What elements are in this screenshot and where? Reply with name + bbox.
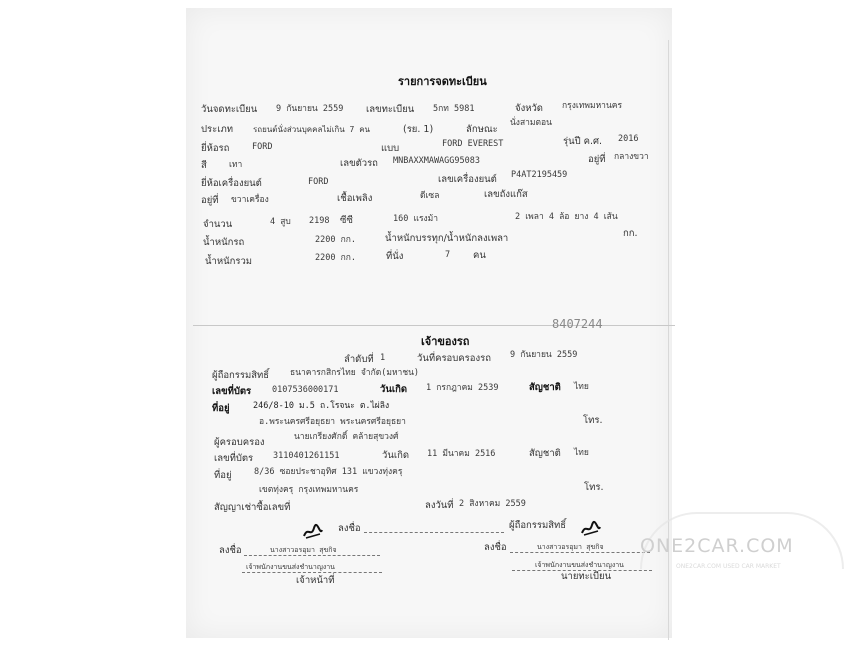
engine-pos-label: อยู่ที่ — [201, 195, 219, 206]
weight: 2200 กก. — [315, 235, 356, 245]
possessor-phone-label: โทร. — [584, 482, 604, 493]
watermark-logo: ONE2CAR.COM — [640, 535, 794, 557]
contract-label: สัญญาเช่าซื้อเลขที่ — [214, 502, 291, 513]
fuel-label: เชื้อเพลิง — [337, 193, 373, 204]
owner-phone-label: โทร. — [583, 415, 603, 426]
signature-line-right — [510, 552, 650, 553]
signature-right-mark — [580, 519, 602, 537]
model-year-label: รุ่นปี ค.ศ. — [563, 136, 603, 147]
brand-label: ยี่ห้อรถ — [201, 143, 230, 154]
possessor-addr-label: ที่อยู่ — [214, 470, 232, 481]
owner-addr-line2: อ.พระนครศรีอยุธยา พระนครศรีอยุธยา — [259, 417, 406, 427]
province: กรุงเทพมหานคร — [562, 101, 623, 111]
owner-title: เจ้าของรถ — [421, 335, 470, 348]
left-signer-role: เจ้าหน้าที่ — [296, 575, 335, 586]
seats-unit: คน — [473, 250, 486, 261]
style: นั่งสามตอน — [510, 118, 552, 128]
watermark-subtitle: ONE2CAR.COM USED CAR MARKET — [676, 563, 781, 570]
owner-id-label: เลขที่บัตร — [212, 386, 252, 397]
engine-no-label: เลขเครื่องยนต์ — [438, 174, 497, 185]
gross-label: น้ำหนักรวม — [205, 256, 253, 267]
owner-addr-line1: 246/8-10 ม.5 ถ.โรจนะ ต.ไผ่ลิง — [253, 401, 390, 411]
owner-signature-label: ผู้ถือกรรมสิทธิ์ — [509, 520, 567, 531]
possessor-nation: ไทย — [574, 448, 589, 458]
possessor-addr-line2: เขตทุ่งครุ กรุงเทพมหานคร — [259, 485, 359, 495]
engine-no: P4AT2195459 — [511, 170, 568, 180]
seq: 1 — [380, 353, 386, 363]
type-code: (รย. 1) — [403, 124, 434, 135]
seats: 7 — [445, 250, 451, 260]
stamp-number: 8407244 — [552, 317, 603, 331]
right-signer-sub: เจ้าพนักงานขนส่งชำนาญงาน — [535, 561, 624, 569]
color: เทา — [229, 160, 243, 170]
signature-line-top — [364, 532, 504, 533]
type-label: ประเภท — [201, 124, 234, 135]
possessor-id-label: เลขที่บัตร — [214, 453, 254, 464]
chassis-pos: กลางขวา — [614, 152, 649, 162]
possessor-addr-line1: 8/36 ซอยประชาอุทิศ 131 แขวงทุ่งครุ — [254, 467, 403, 477]
owner-id: 0107536000171 — [272, 385, 339, 395]
owner-name: ธนาคารกสิกรไทย จำกัด(มหาชน) — [290, 368, 420, 378]
signature-left-mark — [302, 522, 324, 540]
model-year: 2016 — [618, 134, 639, 144]
reg-date: 9 กันยายน 2559 — [276, 104, 344, 114]
contract-date: 2 สิงหาคม 2559 — [459, 499, 526, 509]
signature-line-left-2 — [242, 572, 382, 573]
axles: 2 เพลา 4 ล้อ ยาง 4 เส้น — [515, 212, 618, 222]
possessor-label: ผู้ครอบครอง — [214, 437, 265, 448]
owner-nation: ไทย — [574, 382, 589, 392]
possessor-id: 3110401261151 — [273, 451, 340, 461]
load-label: น้ำหนักบรรทุก/น้ำหนักลงเพลา — [385, 233, 509, 244]
cylinders: 4 สูบ — [270, 217, 291, 227]
contract-date-label: ลงวันที่ — [425, 500, 454, 511]
signature-line-left — [244, 555, 380, 556]
sign-label-right: ลงชื่อ — [484, 542, 507, 553]
model-label: แบบ — [381, 143, 400, 154]
engine-brand: FORD — [308, 177, 329, 187]
possessor-name: นายเกรียงศักดิ์ คล้ายสุขวงศ์ — [294, 432, 399, 442]
owner-label: ผู้ถือกรรมสิทธิ์ — [212, 370, 270, 381]
right-signer-name: นางสาวอรอุมา สุขกิจ — [537, 543, 604, 551]
reg-date-label: วันจดทะเบียน — [201, 104, 258, 115]
horsepower: 160 แรงม้า — [393, 214, 439, 224]
plate: 5กท 5981 — [433, 104, 475, 114]
possessor-birth: 11 มีนาคม 2516 — [427, 449, 496, 459]
count-label: จำนวน — [203, 219, 233, 230]
sign-label-left: ลงชื่อ — [219, 545, 242, 556]
right-signer-role: นายทะเบียน — [561, 571, 612, 582]
owner-addr-label: ที่อยู่ — [212, 403, 230, 414]
chassis-label: เลขตัวรถ — [340, 158, 378, 169]
owner-nation-label: สัญชาติ — [529, 382, 561, 393]
chassis-pos-label: อยู่ที่ — [588, 154, 606, 165]
cc-unit: ซีซี — [340, 215, 353, 226]
weight-label: น้ำหนักรถ — [203, 237, 245, 248]
engine-brand-label: ยี่ห้อเครื่องยนต์ — [201, 178, 262, 189]
seats-label: ที่นั่ง — [386, 251, 404, 262]
load-unit: กก. — [623, 228, 638, 239]
plate-label: เลขทะเบียน — [366, 104, 415, 115]
gross: 2200 กก. — [315, 253, 356, 263]
sign-label-top: ลงชื่อ — [338, 523, 361, 534]
type: รถยนต์นั่งส่วนบุคคลไม่เกิน 7 คน — [253, 125, 371, 134]
gas-tank-label: เลขถังแก๊ส — [484, 189, 528, 200]
cc: 2198 — [309, 216, 330, 226]
color-label: สี — [201, 160, 207, 171]
possessor-nation-label: สัญชาติ — [529, 448, 561, 459]
left-signer-name: นางสาวอรอุมา สุขกิจ — [270, 546, 337, 554]
owner-birth-label: วันเกิด — [380, 384, 407, 395]
chassis: MNBAXXMAWAGG95083 — [393, 156, 480, 166]
seq-label: ลำดับที่ — [344, 354, 374, 365]
fuel: ดีเซล — [420, 191, 440, 201]
model: FORD EVEREST — [442, 139, 504, 149]
province-label: จังหวัด — [515, 103, 543, 114]
left-signer-sub: เจ้าพนักงานขนส่งชำนาญงาน — [246, 563, 335, 571]
possessor-birth-label: วันเกิด — [382, 450, 409, 461]
possession-date-label: วันที่ครอบครองรถ — [417, 353, 491, 364]
section-divider — [193, 325, 675, 326]
engine-pos: ขวาเครื่อง — [231, 195, 269, 205]
registration-title: รายการจดทะเบียน — [398, 75, 487, 88]
possession-date: 9 กันยายน 2559 — [510, 350, 578, 360]
style-label: ลักษณะ — [466, 124, 498, 135]
owner-birth: 1 กรกฎาคม 2539 — [426, 383, 499, 393]
brand: FORD — [252, 142, 273, 152]
